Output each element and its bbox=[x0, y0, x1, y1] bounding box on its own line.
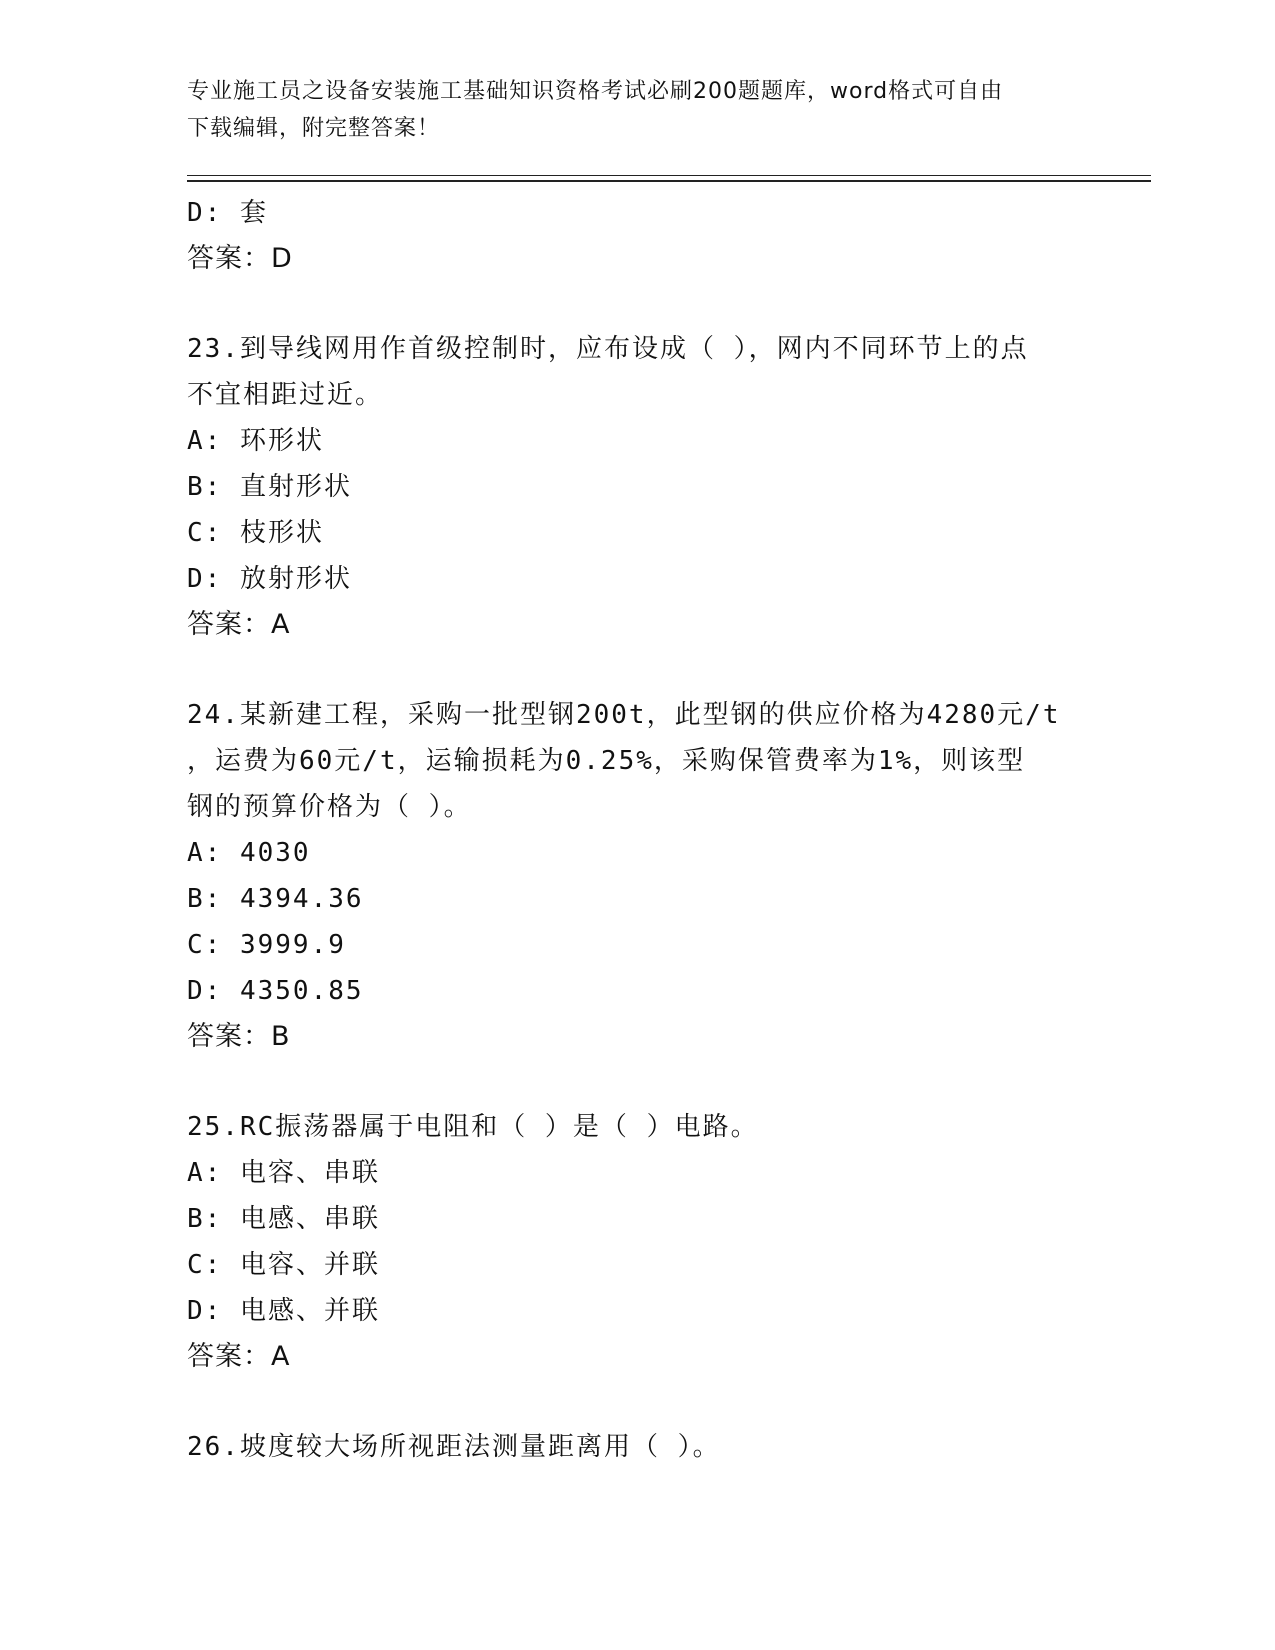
question-text-line: ，运费为60元/t，运输损耗为0.25%，采购保管费率为1%，则该型 bbox=[187, 746, 1026, 776]
option-a: A: 环形状 bbox=[187, 426, 324, 456]
option-b: B: 4394.36 bbox=[187, 884, 364, 914]
option-d: D: 放射形状 bbox=[187, 564, 352, 594]
question-text-line: 24.某新建工程，采购一批型钢200t，此型钢的供应价格为4280元/t bbox=[187, 700, 1061, 730]
answer-line: 答案：D bbox=[187, 243, 293, 274]
header-divider-thick bbox=[187, 180, 1151, 182]
question-24 bbox=[187, 692, 1067, 1060]
header-line-2: 下载编辑，附完整答案！ bbox=[187, 116, 441, 141]
previous-question-tail bbox=[187, 190, 1067, 282]
question-text-line: 26.坡度较大场所视距法测量距离用（ ）。 bbox=[187, 1432, 721, 1462]
question-23 bbox=[187, 326, 1067, 648]
question-26 bbox=[187, 1424, 1067, 1470]
question-25 bbox=[187, 1104, 1067, 1380]
option-d: D: 电感、并联 bbox=[187, 1296, 380, 1326]
header-line-1: 专业施工员之设备安装施工基础知识资格考试必刷200题题库，word格式可自由 bbox=[187, 79, 1004, 104]
question-text-line: 23.到导线网用作首级控制时，应布设成（ ），网内不同环节上的点 bbox=[187, 334, 1029, 364]
option-a: A: 4030 bbox=[187, 838, 311, 868]
answer-line: 答案：A bbox=[187, 609, 291, 640]
option-d: D: 4350.85 bbox=[187, 976, 364, 1006]
answer-line: 答案：B bbox=[187, 1021, 291, 1052]
document-header bbox=[187, 73, 1087, 147]
option-c: C: 枝形状 bbox=[187, 518, 324, 548]
question-text-line: 25.RC振荡器属于电阻和（ ）是（ ）电路。 bbox=[187, 1112, 759, 1142]
option-a: A: 电容、串联 bbox=[187, 1158, 380, 1188]
question-text-line: 不宜相距过近。 bbox=[187, 380, 384, 410]
question-text-line: 钢的预算价格为（ ）。 bbox=[187, 792, 472, 822]
option-b: B: 直射形状 bbox=[187, 472, 352, 502]
option-c: C: 电容、并联 bbox=[187, 1250, 380, 1280]
answer-line: 答案：A bbox=[187, 1341, 291, 1372]
option-d: D: 套 bbox=[187, 198, 268, 228]
question-list bbox=[187, 190, 1067, 1470]
option-b: B: 电感、串联 bbox=[187, 1204, 380, 1234]
option-c: C: 3999.9 bbox=[187, 930, 346, 960]
header-divider-thin bbox=[187, 175, 1151, 176]
